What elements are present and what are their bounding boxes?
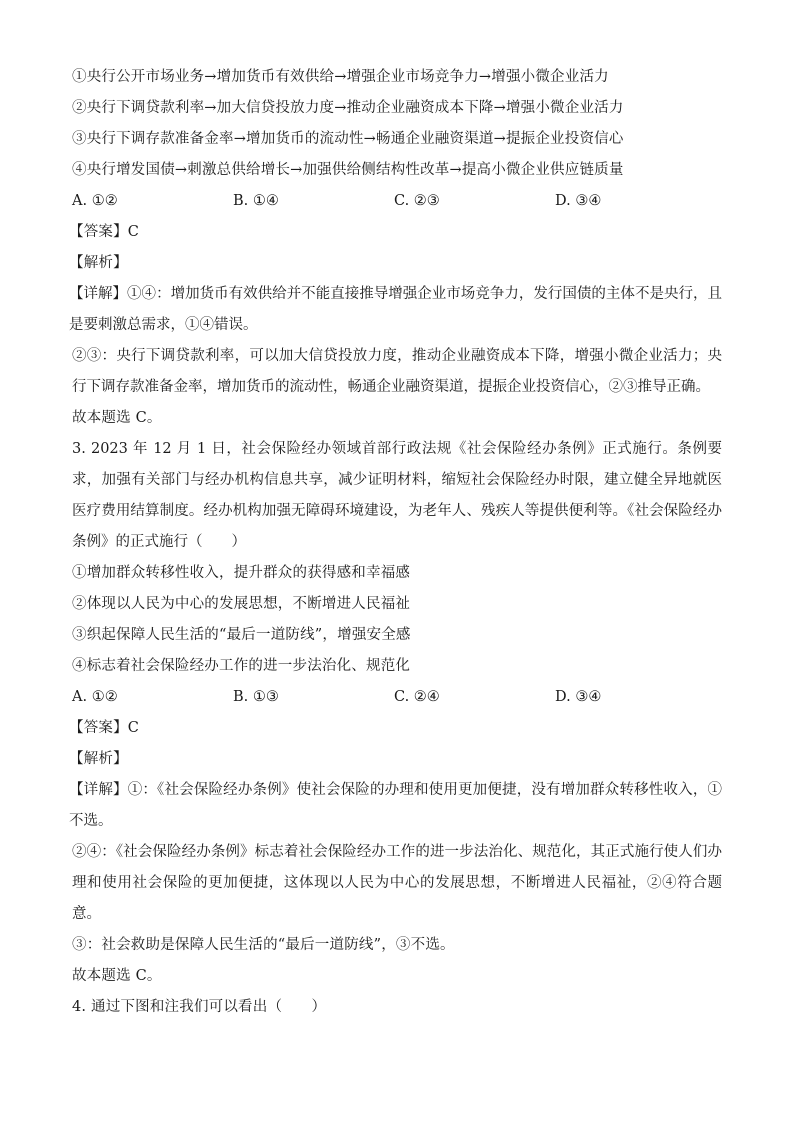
- q2-item-3: ③央行下调存款准备金率→增加货币的流动性→畅通企业融资渠道→提振企业投资信心: [72, 131, 624, 147]
- q2-item-1: ①央行公开市场业务→增加货币有效供给→增强企业市场竞争力→增强小微企业活力: [72, 69, 609, 85]
- q3-detail-3: ③：社会救助是保障人民生活的“最后一道防线”，③不选。: [72, 937, 455, 953]
- q3-item-4: ④标志着社会保险经办工作的进一步法治化、规范化: [72, 658, 411, 674]
- q2-detail-1: 【详解】①④：增加货币有效供给并不能直接推导增强企业市场竞争力，发行国债的主体不是央行，且是要刺激总需求，①④错误。: [69, 286, 722, 333]
- q2-analysis-label: 【解析】: [69, 255, 128, 271]
- q2-option-d: D. ③④: [555, 193, 602, 209]
- q3-item-1: ①增加群众转移性收入，提升群众的获得感和幸福感: [72, 565, 411, 581]
- q3-stem: 3. 2023 年 12 月 1 日，社会保险经办领域首部行政法规《社会保险经办条例》正式施行。条例要求，加强有关部门与经办机构信息共享，减少证明材料，缩短社会保险经办时限，建立健全异地就医医疗费用结算制度。经办机构加强无障碍环境建设，为老年人、残疾人等提供便利等。《社会保险经办条例》的正式施行（ ）: [72, 441, 722, 550]
- q3-option-c: C. ②④: [394, 689, 440, 705]
- q3-detail-1: 【详解】①：《社会保险经办条例》使社会保险的办理和使用更加便捷，没有增加群众转移性收入，①不选。: [69, 782, 722, 829]
- q2-conclusion: 故本题选 C。: [72, 410, 162, 426]
- q3-options: [72, 682, 722, 713]
- q3-analysis-label: 【解析】: [69, 751, 128, 767]
- q3-option-b: B. ①③: [233, 689, 279, 705]
- q2-option-b: B. ①④: [233, 193, 279, 209]
- q2-option-c: C. ②③: [394, 193, 440, 209]
- q2-item-4: ④央行增发国债→刺激总供给增长→加强供给侧结构性改革→提高小微企业供应链质量: [72, 162, 624, 178]
- q3-option-d: D. ③④: [555, 689, 602, 705]
- q3-item-3: ③织起保障人民生活的“最后一道防线”，增强安全感: [72, 627, 411, 643]
- document-page: [69, 62, 722, 1023]
- q3-detail-2: ②④：《社会保险经办条例》标志着社会保险经办工作的进一步法治化、规范化，其正式施行使人们办理和使用社会保险的更加便捷，这体现以人民为中心的发展思想，不断增进人民福祉，②④符合题意。: [72, 844, 722, 922]
- q4-stem: 4. 通过下图和注我们可以看出（ ）: [72, 999, 327, 1015]
- q3-answer: 【答案】C: [69, 720, 140, 736]
- q2-options: [72, 186, 722, 217]
- q2-detail-2: ②③：央行下调贷款利率，可以加大信贷投放力度，推动企业融资成本下降，增强小微企业活力；央行下调存款准备金率，增加货币的流动性，畅通企业融资渠道，提振企业投资信心，②③推导正确。: [72, 348, 722, 395]
- q3-option-a: A. ①②: [72, 689, 118, 705]
- q3-conclusion: 故本题选 C。: [72, 968, 162, 984]
- q2-item-2: ②央行下调贷款利率→加大信贷投放力度→推动企业融资成本下降→增强小微企业活力: [72, 100, 624, 116]
- q2-answer: 【答案】C: [69, 224, 140, 240]
- q3-item-2: ②体现以人民为中心的发展思想，不断增进人民福祉: [72, 596, 411, 612]
- q2-option-a: A. ①②: [72, 193, 118, 209]
